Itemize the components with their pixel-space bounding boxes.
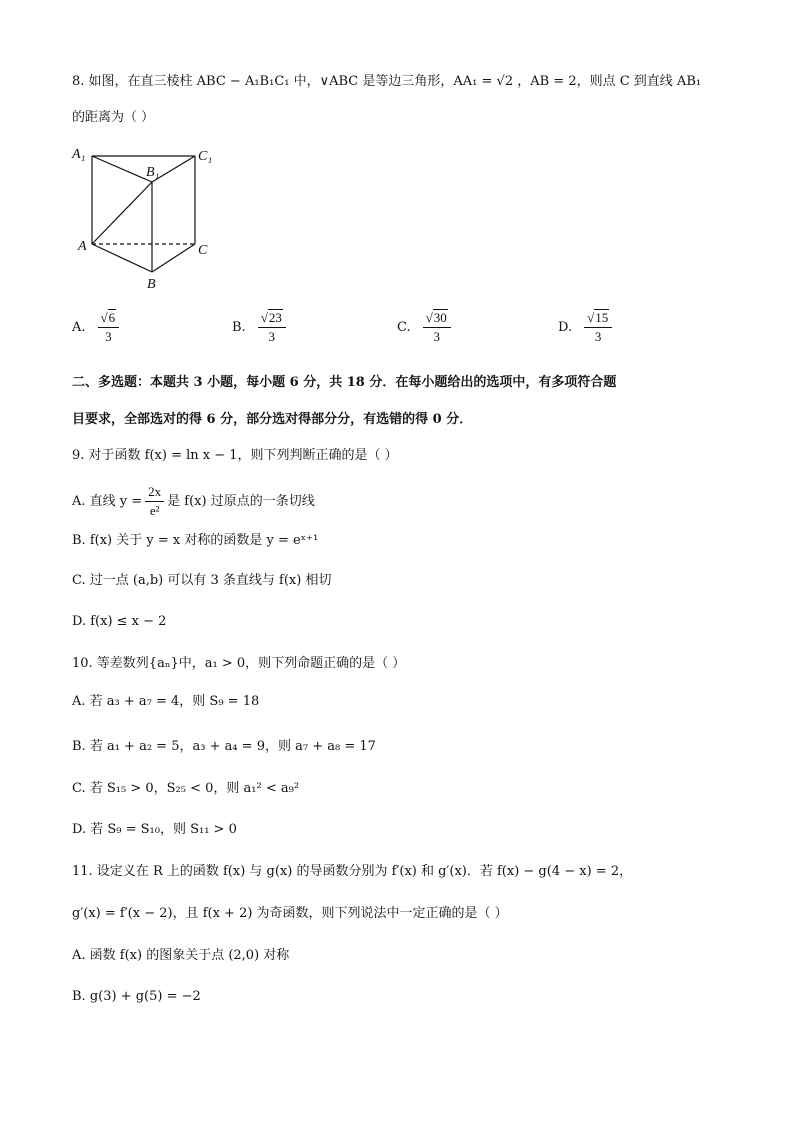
q11-stem-line2: g′(x) = f′(x − 2)，且 f(x + 2) 为奇函数，则下列说法中一定正确的是（ ） bbox=[72, 906, 508, 921]
q8-option-c: C. $\frac{√30}{3}$ bbox=[397, 310, 451, 345]
radicand: 23 bbox=[268, 310, 282, 325]
q11-option-a: A. 函数 f(x) 的图象关于点 (2,0) 对称 bbox=[72, 948, 290, 963]
q10-option-c: C. 若 S₁₅ > 0，S₂₅ < 0，则 a₁² < a₉² bbox=[72, 781, 300, 796]
prism-figure bbox=[70, 142, 230, 292]
label-B: B bbox=[147, 277, 156, 292]
denominator: 3 bbox=[594, 329, 602, 344]
q9-option-b: B. f(x) 关于 y = x 对称的函数是 y = eˣ⁺¹ bbox=[72, 533, 319, 548]
label-A: A bbox=[78, 239, 87, 254]
label-C1: C₁ bbox=[198, 149, 213, 164]
q9-option-a-pre: A. 直线 y = bbox=[72, 493, 143, 509]
q9-option-c: C. 过一点 (a,b) 可以有 3 条直线与 f(x) 相切 bbox=[72, 573, 332, 588]
q11-option-b: B. g(3) + g(5) = −2 bbox=[72, 989, 201, 1004]
q9-option-a-num: 2x bbox=[145, 484, 164, 502]
denominator: 3 bbox=[268, 329, 275, 344]
q8-stem-line1: 8. 如图，在直三棱柱 ABC − A₁B₁C₁ 中，∨ABC 是等边三角形，AA₁ = √2 ，AB = 2，则点 C 到直线 AB₁ bbox=[72, 74, 702, 89]
option-label: C. bbox=[397, 320, 411, 335]
q10-option-b: B. 若 a₁ + a₂ = 5，a₃ + a₄ = 9，则 a₇ + a₈ = 17 bbox=[72, 739, 376, 754]
q10-option-d: D. 若 S₉ = S₁₀，则 S₁₁ > 0 bbox=[72, 822, 237, 837]
section2-heading-line1: 二、多选题：本题共 3 小题，每小题 6 分，共 18 分．在每小题给出的选项中，有多项符合题 bbox=[72, 375, 617, 390]
q11-stem-line1: 11. 设定义在 R 上的函数 f(x) 与 g(x) 的导函数分别为 f′(x) 和 g′(x)．若 f(x) − g(4 − x) = 2， bbox=[72, 864, 633, 879]
option-label: A. bbox=[72, 320, 86, 335]
denominator: 3 bbox=[105, 329, 112, 344]
option-label: B. bbox=[232, 320, 246, 335]
q9-option-a-post: 是 f(x) 过原点的一条切线 bbox=[167, 493, 315, 509]
label-A1: A₁ bbox=[72, 147, 86, 162]
q9-option-d: D. f(x) ≤ x − 2 bbox=[72, 614, 167, 629]
denominator: 3 bbox=[433, 329, 440, 344]
q9-stem: 9. 对于函数 f(x) = ln x − 1，则下列判断正确的是（ ） bbox=[72, 448, 398, 463]
q8-option-b: B. $\frac{√23}{3}$ bbox=[232, 310, 286, 345]
q10-option-a: A. 若 a₃ + a₇ = 4，则 S₉ = 18 bbox=[72, 694, 260, 709]
q9-option-a-den: e² bbox=[149, 503, 160, 518]
radicand: 30 bbox=[433, 310, 447, 325]
label-B1: B₁ bbox=[146, 165, 160, 180]
label-C: C bbox=[198, 243, 208, 258]
radicand: 15 bbox=[595, 310, 609, 325]
section2-heading-line2: 目要求，全部选对的得 6 分，部分选对得部分分，有选错的得 0 分． bbox=[72, 412, 473, 427]
q8-option-a: A. $\frac{√6}{3}$ bbox=[72, 310, 119, 345]
q8-stem-line2: 的距离为（ ） bbox=[72, 110, 155, 125]
option-label: D. bbox=[558, 320, 573, 335]
q8-option-d: D. $\frac{√15}{3}$ bbox=[558, 310, 612, 345]
q9-option-a bbox=[72, 484, 315, 519]
q10-stem: 10. 等差数列{aₙ}中，a₁ > 0，则下列命题正确的是（ ） bbox=[72, 656, 406, 671]
radicand: 6 bbox=[108, 310, 116, 325]
